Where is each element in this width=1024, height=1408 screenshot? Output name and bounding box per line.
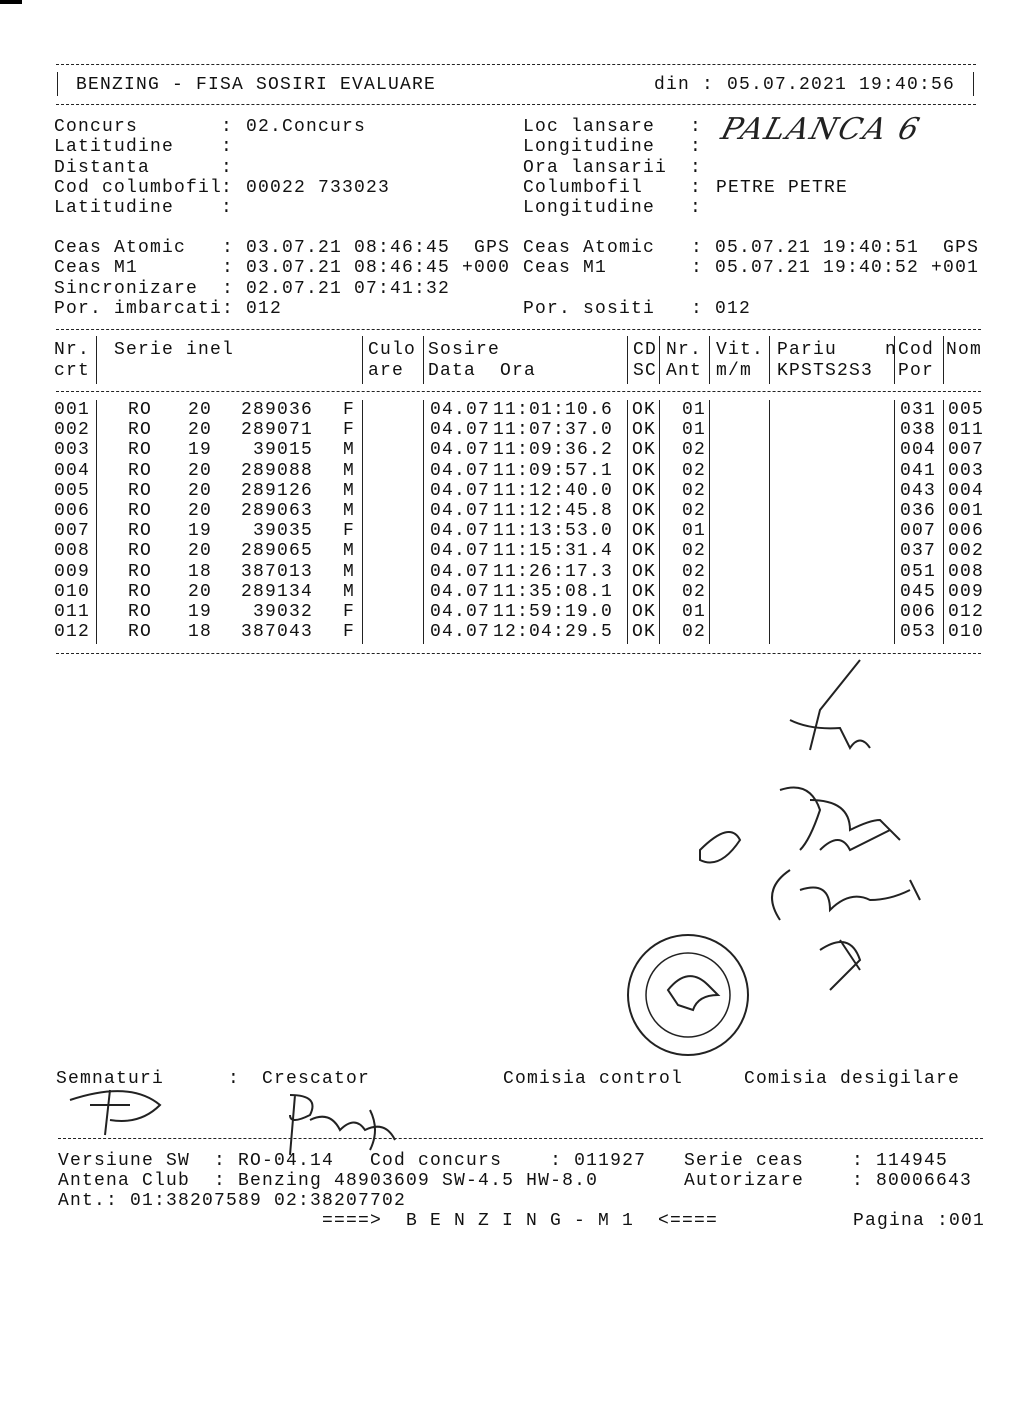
header-top-border [56,64,976,65]
cell-cdsc: OK [632,460,657,481]
info-label: Loc lansare [523,117,656,137]
header-vit: m/m [716,360,753,381]
info-colon: : [690,117,703,137]
cell-cod-por: 007 [900,521,937,542]
cell-cod-por: 006 [900,602,937,622]
signature-crescator [290,1095,395,1155]
cell-year: 18 [188,561,213,582]
table-header-border [56,391,981,392]
cell-ring-number: 387043 [240,622,313,643]
clock-atomic-end: Ceas Atomic : 05.07.21 19:40:51 GPS [523,238,980,258]
cell-ring-number: 39015 [252,440,313,461]
cell-time: 11:07:37.0 [493,420,614,441]
cell-date: 04.07 [430,581,491,602]
cell-ring-number: 289071 [240,420,313,441]
info-label: Concurs [54,117,139,137]
signature-4 [700,832,740,863]
signatures-label: Semnaturi [56,1069,165,1089]
cell-year: 20 [188,501,213,521]
clock-atomic-start: Ceas Atomic : 03.07.21 08:46:45 GPS [54,238,511,258]
date-label: din : [654,75,715,95]
cell-country: RO [128,480,153,501]
cell-cdsc: OK [632,561,657,582]
cell-nom: 008 [948,561,985,582]
signature-5 [820,940,860,990]
cell-nom: 002 [948,541,985,562]
cell-nom: 003 [948,460,985,481]
cell-time: 11:35:08.1 [493,581,614,602]
cell-nom: 011 [948,420,985,441]
cell-cdsc: OK [632,480,657,501]
cell-antenna: 02 [682,480,707,501]
cell-time: 11:01:10.6 [493,400,614,420]
cell-time: 11:12:40.0 [493,480,614,501]
cell-cod-por: 038 [900,420,937,441]
info-value: 00022 733023 [246,177,391,198]
cell-country: RO [128,460,153,481]
cell-country: RO [128,602,153,622]
cell-ring-number: 289036 [240,400,313,420]
cell-country: RO [128,561,153,582]
table-top-border [56,329,981,330]
cell-antenna: 01 [682,602,707,622]
column-separator [769,336,770,384]
cell-cod-por: 043 [900,480,937,501]
cell-antenna: 02 [682,460,707,481]
column-separator [943,400,944,644]
info-colon: : [221,137,234,158]
cell-nr: 008 [54,541,91,562]
column-separator [894,336,895,384]
header-cdsc: CD [633,340,658,360]
cell-time: 12:04:29.5 [493,622,614,643]
signature-control-label: Comisia control [503,1069,684,1089]
cell-nom: 007 [948,440,985,461]
cell-ring-number: 289065 [240,541,313,562]
cell-ring-number: 289088 [240,460,313,481]
header-nom: Nom [946,340,983,360]
cell-date: 04.07 [430,622,491,643]
cell-country: RO [128,400,153,420]
cell-sex: F [343,521,356,542]
cell-antenna: 02 [682,581,707,602]
cell-nr: 011 [54,602,91,622]
cell-antenna: 02 [682,440,707,461]
info-value: 02.Concurs [246,117,367,137]
cell-sex: M [343,460,356,481]
info-colon: : [221,117,234,137]
signature-3 [772,870,920,920]
clock-m1-end: Ceas M1 : 05.07.21 19:40:52 +001 [523,258,980,278]
cell-nr: 004 [54,460,91,481]
cell-date: 04.07 [430,521,491,542]
cell-sex: F [343,602,356,622]
cell-country: RO [128,521,153,542]
info-label: Columbofil [523,177,644,198]
page-number: Pagina :001 [853,1211,986,1231]
header-sosire: Data Ora [428,360,537,381]
cell-cdsc: OK [632,400,657,420]
cell-nr: 007 [54,521,91,542]
column-separator [362,400,363,644]
info-label: Latitudine [54,198,175,219]
stamp [628,935,748,1055]
info-colon: : [221,157,234,178]
info-label: Distanta [54,157,151,178]
cell-year: 20 [188,581,213,602]
cell-time: 11:59:19.0 [493,602,614,622]
column-separator [709,400,710,644]
header-pariu: KPSTS2S3 [777,360,874,381]
header-right-border [973,72,974,96]
info-colon: : [690,157,703,178]
cell-antenna: 01 [682,521,707,542]
cell-cdsc: OK [632,420,657,441]
cell-year: 19 [188,602,213,622]
cell-nom: 009 [948,581,985,602]
cell-cdsc: OK [632,581,657,602]
cell-antenna: 02 [682,541,707,562]
cell-year: 20 [188,460,213,481]
cell-year: 20 [188,480,213,501]
cell-sex: F [343,622,356,643]
info-label: Cod columbofil [54,177,223,198]
cell-time: 11:26:17.3 [493,561,614,582]
column-separator [627,336,628,384]
cell-nr: 006 [54,501,91,521]
cell-cod-por: 037 [900,541,937,562]
cell-nom: 005 [948,400,985,420]
cell-nr: 003 [54,440,91,461]
pigeons-boarded: Por. imbarcati: 012 [54,299,283,319]
footer-divider [58,1138,983,1139]
cell-nom: 001 [948,501,985,521]
footer-brand: ====> B E N Z I N G - M 1 <==== [322,1211,719,1231]
handwritten-launch-place: PALANCA 6 [717,112,925,147]
cell-sex: F [343,400,356,420]
cell-nr: 002 [54,420,91,441]
column-separator [96,336,97,384]
cell-year: 18 [188,622,213,643]
info-label: Latitudine [54,137,175,158]
info-label: Longitudine [523,198,656,219]
cell-sex: M [343,480,356,501]
cell-year: 20 [188,420,213,441]
cell-sex: M [343,581,356,602]
cell-cdsc: OK [632,602,657,622]
cell-antenna: 02 [682,561,707,582]
footer-version: Versiune SW : RO-04.14 Cod concurs : 011927 [58,1151,647,1171]
cell-date: 04.07 [430,480,491,501]
info-colon: : [221,177,234,198]
cell-year: 20 [188,541,213,562]
column-separator [894,400,895,644]
cell-date: 04.07 [430,440,491,461]
cell-cod-por: 045 [900,581,937,602]
info-value: PETRE PETRE [716,177,849,198]
signatures-colon: : [228,1069,241,1089]
cell-country: RO [128,420,153,441]
cell-time: 11:15:31.4 [493,541,614,562]
document-title: BENZING - FISA SOSIRI EVALUARE [76,75,437,95]
signature-2 [780,788,900,851]
cell-cod-por: 051 [900,561,937,582]
cell-year: 19 [188,521,213,542]
cell-time: 11:09:36.2 [493,440,614,461]
cell-sex: M [343,561,356,582]
cell-nr: 005 [54,480,91,501]
info-label: Longitudine [523,137,656,158]
cell-nom: 010 [948,622,985,643]
cell-cod-por: 041 [900,460,937,481]
cell-cdsc: OK [632,541,657,562]
header-pariu: Pariu n [777,340,898,360]
footer-serie-ceas: Serie ceas : 114945 [684,1151,949,1171]
cell-nr: 009 [54,561,91,582]
cell-sex: M [343,440,356,461]
cell-country: RO [128,541,153,562]
signature-desigilare-label: Comisia desigilare [744,1069,961,1089]
cell-country: RO [128,581,153,602]
cell-cod-por: 053 [900,622,937,643]
clock-m1-start: Ceas M1 : 03.07.21 08:46:45 +000 [54,258,511,278]
cell-cdsc: OK [632,501,657,521]
signature-crescator-label: Crescator [262,1069,371,1089]
cell-ring-number: 289134 [240,581,313,602]
cell-nom: 006 [948,521,985,542]
header-culoare: are [368,360,405,381]
cell-cdsc: OK [632,521,657,542]
signature-semnaturi [70,1090,160,1135]
cell-date: 04.07 [430,460,491,481]
cell-year: 19 [188,440,213,461]
cell-nr: 001 [54,400,91,420]
cell-country: RO [128,622,153,643]
footer-antena: Antena Club : Benzing 48903609 SW-4.5 HW-8.0 [58,1171,599,1191]
cell-sex: M [343,541,356,562]
header-bottom-border [56,104,976,105]
column-separator [423,400,424,644]
cell-cod-por: 036 [900,501,937,521]
document-date: 05.07.2021 19:40:56 [727,75,956,95]
header-ant: Ant [666,360,703,381]
header-nr: Nr. [54,340,91,360]
column-separator [627,400,628,644]
cell-time: 11:12:45.8 [493,501,614,521]
cell-time: 11:09:57.1 [493,460,614,481]
header-cdsc: SC [633,360,658,381]
cell-antenna: 02 [682,622,707,643]
cell-date: 04.07 [430,501,491,521]
cell-date: 04.07 [430,420,491,441]
column-separator [96,400,97,644]
cell-ring-number: 387013 [240,561,313,582]
header-vit: Vit. [716,340,765,360]
column-separator [423,336,424,384]
info-colon: : [221,198,234,219]
header-cod: Por [898,360,935,381]
sync-time: Sincronizare : 02.07.21 07:41:32 [54,279,451,299]
cell-antenna: 02 [682,501,707,521]
cell-date: 04.07 [430,400,491,420]
header-cod: Cod [898,340,935,360]
column-separator [943,336,944,384]
pigeons-arrived: Por. sositi : 012 [523,299,752,319]
cell-cdsc: OK [632,622,657,643]
info-colon: : [690,198,703,219]
cell-country: RO [128,440,153,461]
cell-date: 04.07 [430,602,491,622]
cell-sex: M [343,501,356,521]
footer-autorizare: Autorizare : 80006643 [684,1171,973,1191]
header-ant: Nr. [666,340,703,360]
cell-cod-por: 031 [900,400,937,420]
header-serie: Serie inel [114,340,235,360]
cell-sex: F [343,420,356,441]
column-separator [659,400,660,644]
info-colon: : [690,137,703,158]
table-bottom-border [56,653,981,654]
header-culoare: Culo [368,340,417,360]
cell-cod-por: 004 [900,440,937,461]
cell-ring-number: 39035 [252,521,313,542]
column-separator [769,400,770,644]
cell-nom: 012 [948,602,985,622]
column-separator [659,336,660,384]
header-left-border [57,72,58,96]
cell-ring-number: 289126 [240,480,313,501]
header-nr: crt [54,360,91,381]
column-separator [362,336,363,384]
cell-antenna: 01 [682,420,707,441]
cell-nr: 012 [54,622,91,643]
cell-nom: 004 [948,480,985,501]
cell-time: 11:13:53.0 [493,521,614,542]
header-sosire: Sosire [428,340,501,360]
column-separator [709,336,710,384]
cell-ring-number: 289063 [240,501,313,521]
cell-nr: 010 [54,581,91,602]
info-label: Ora lansarii [523,157,668,178]
cell-date: 04.07 [430,561,491,582]
info-colon: : [690,177,703,198]
cell-ring-number: 39032 [252,602,313,622]
cell-cdsc: OK [632,440,657,461]
footer-ant: Ant.: 01:38207589 02:38207702 [58,1191,407,1211]
cell-date: 04.07 [430,541,491,562]
cell-country: RO [128,501,153,521]
signature-1 [790,660,870,750]
cell-year: 20 [188,400,213,420]
cell-antenna: 01 [682,400,707,420]
corner-mark [0,0,22,4]
